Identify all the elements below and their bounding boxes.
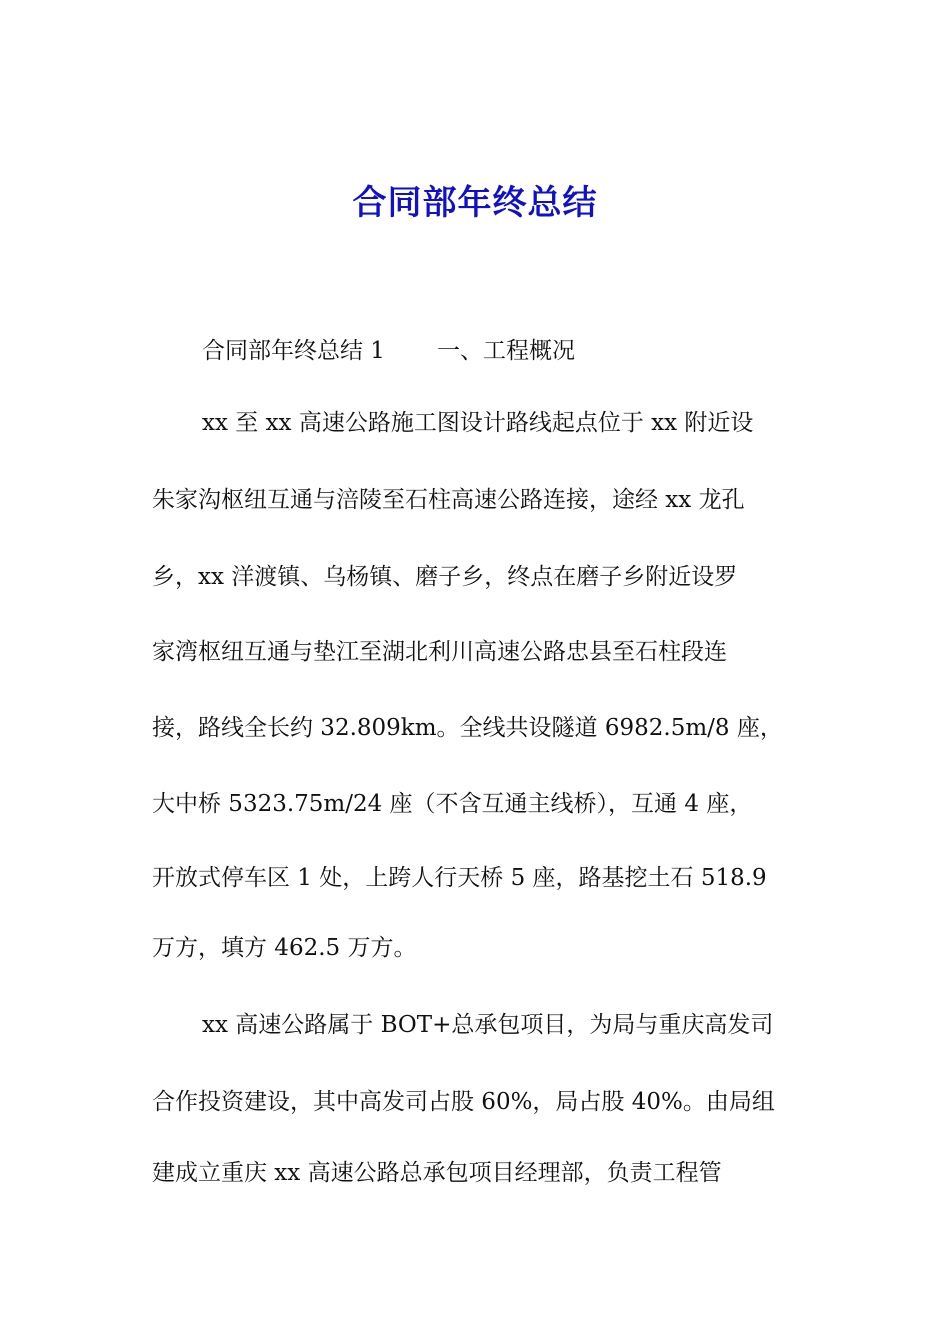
paragraph-1-line: 万方，填方 462.5 万方。	[152, 935, 417, 961]
intro-section-heading: 一、工程概况	[436, 338, 575, 364]
paragraph-1-line: 开放式停车区 1 处，上跨人行天桥 5 座，路基挖土石 518.9	[152, 865, 767, 891]
paragraph-2-line: 建成立重庆 xx 高速公路总承包项目经理部，负责工程管	[152, 1160, 722, 1186]
intro-heading: 合同部年终总结 1	[202, 338, 385, 364]
paragraph-1-line: xx 至 xx 高速公路施工图设计路线起点位于 xx 附近设	[202, 410, 754, 436]
paragraph-2-line: xx 高速公路属于 BOT+总承包项目，为局与重庆高发司	[202, 1012, 774, 1038]
paragraph-1-line: 家湾枢纽互通与垫江至湖北利川高速公路忠县至石柱段连	[152, 639, 727, 665]
paragraph-1-line: 朱家沟枢纽互通与涪陵至石柱高速公路连接，途经 xx 龙孔	[152, 487, 745, 513]
document-title: 合同部年终总结	[352, 183, 598, 223]
intro-line	[202, 333, 575, 369]
paragraph-2-line: 合作投资建设，其中高发司占股 60%，局占股 40%。由局组	[152, 1089, 775, 1115]
paragraph-1-line: 接，路线全长约 32.809km。全线共设隧道 6982.5m/8 座，	[152, 715, 783, 741]
paragraph-1-line: 大中桥 5323.75m/24 座（不含互通主线桥），互通 4 座，	[152, 791, 753, 817]
paragraph-1-line: 乡，xx 洋渡镇、乌杨镇、磨子乡，终点在磨子乡附近设罗	[152, 564, 738, 590]
